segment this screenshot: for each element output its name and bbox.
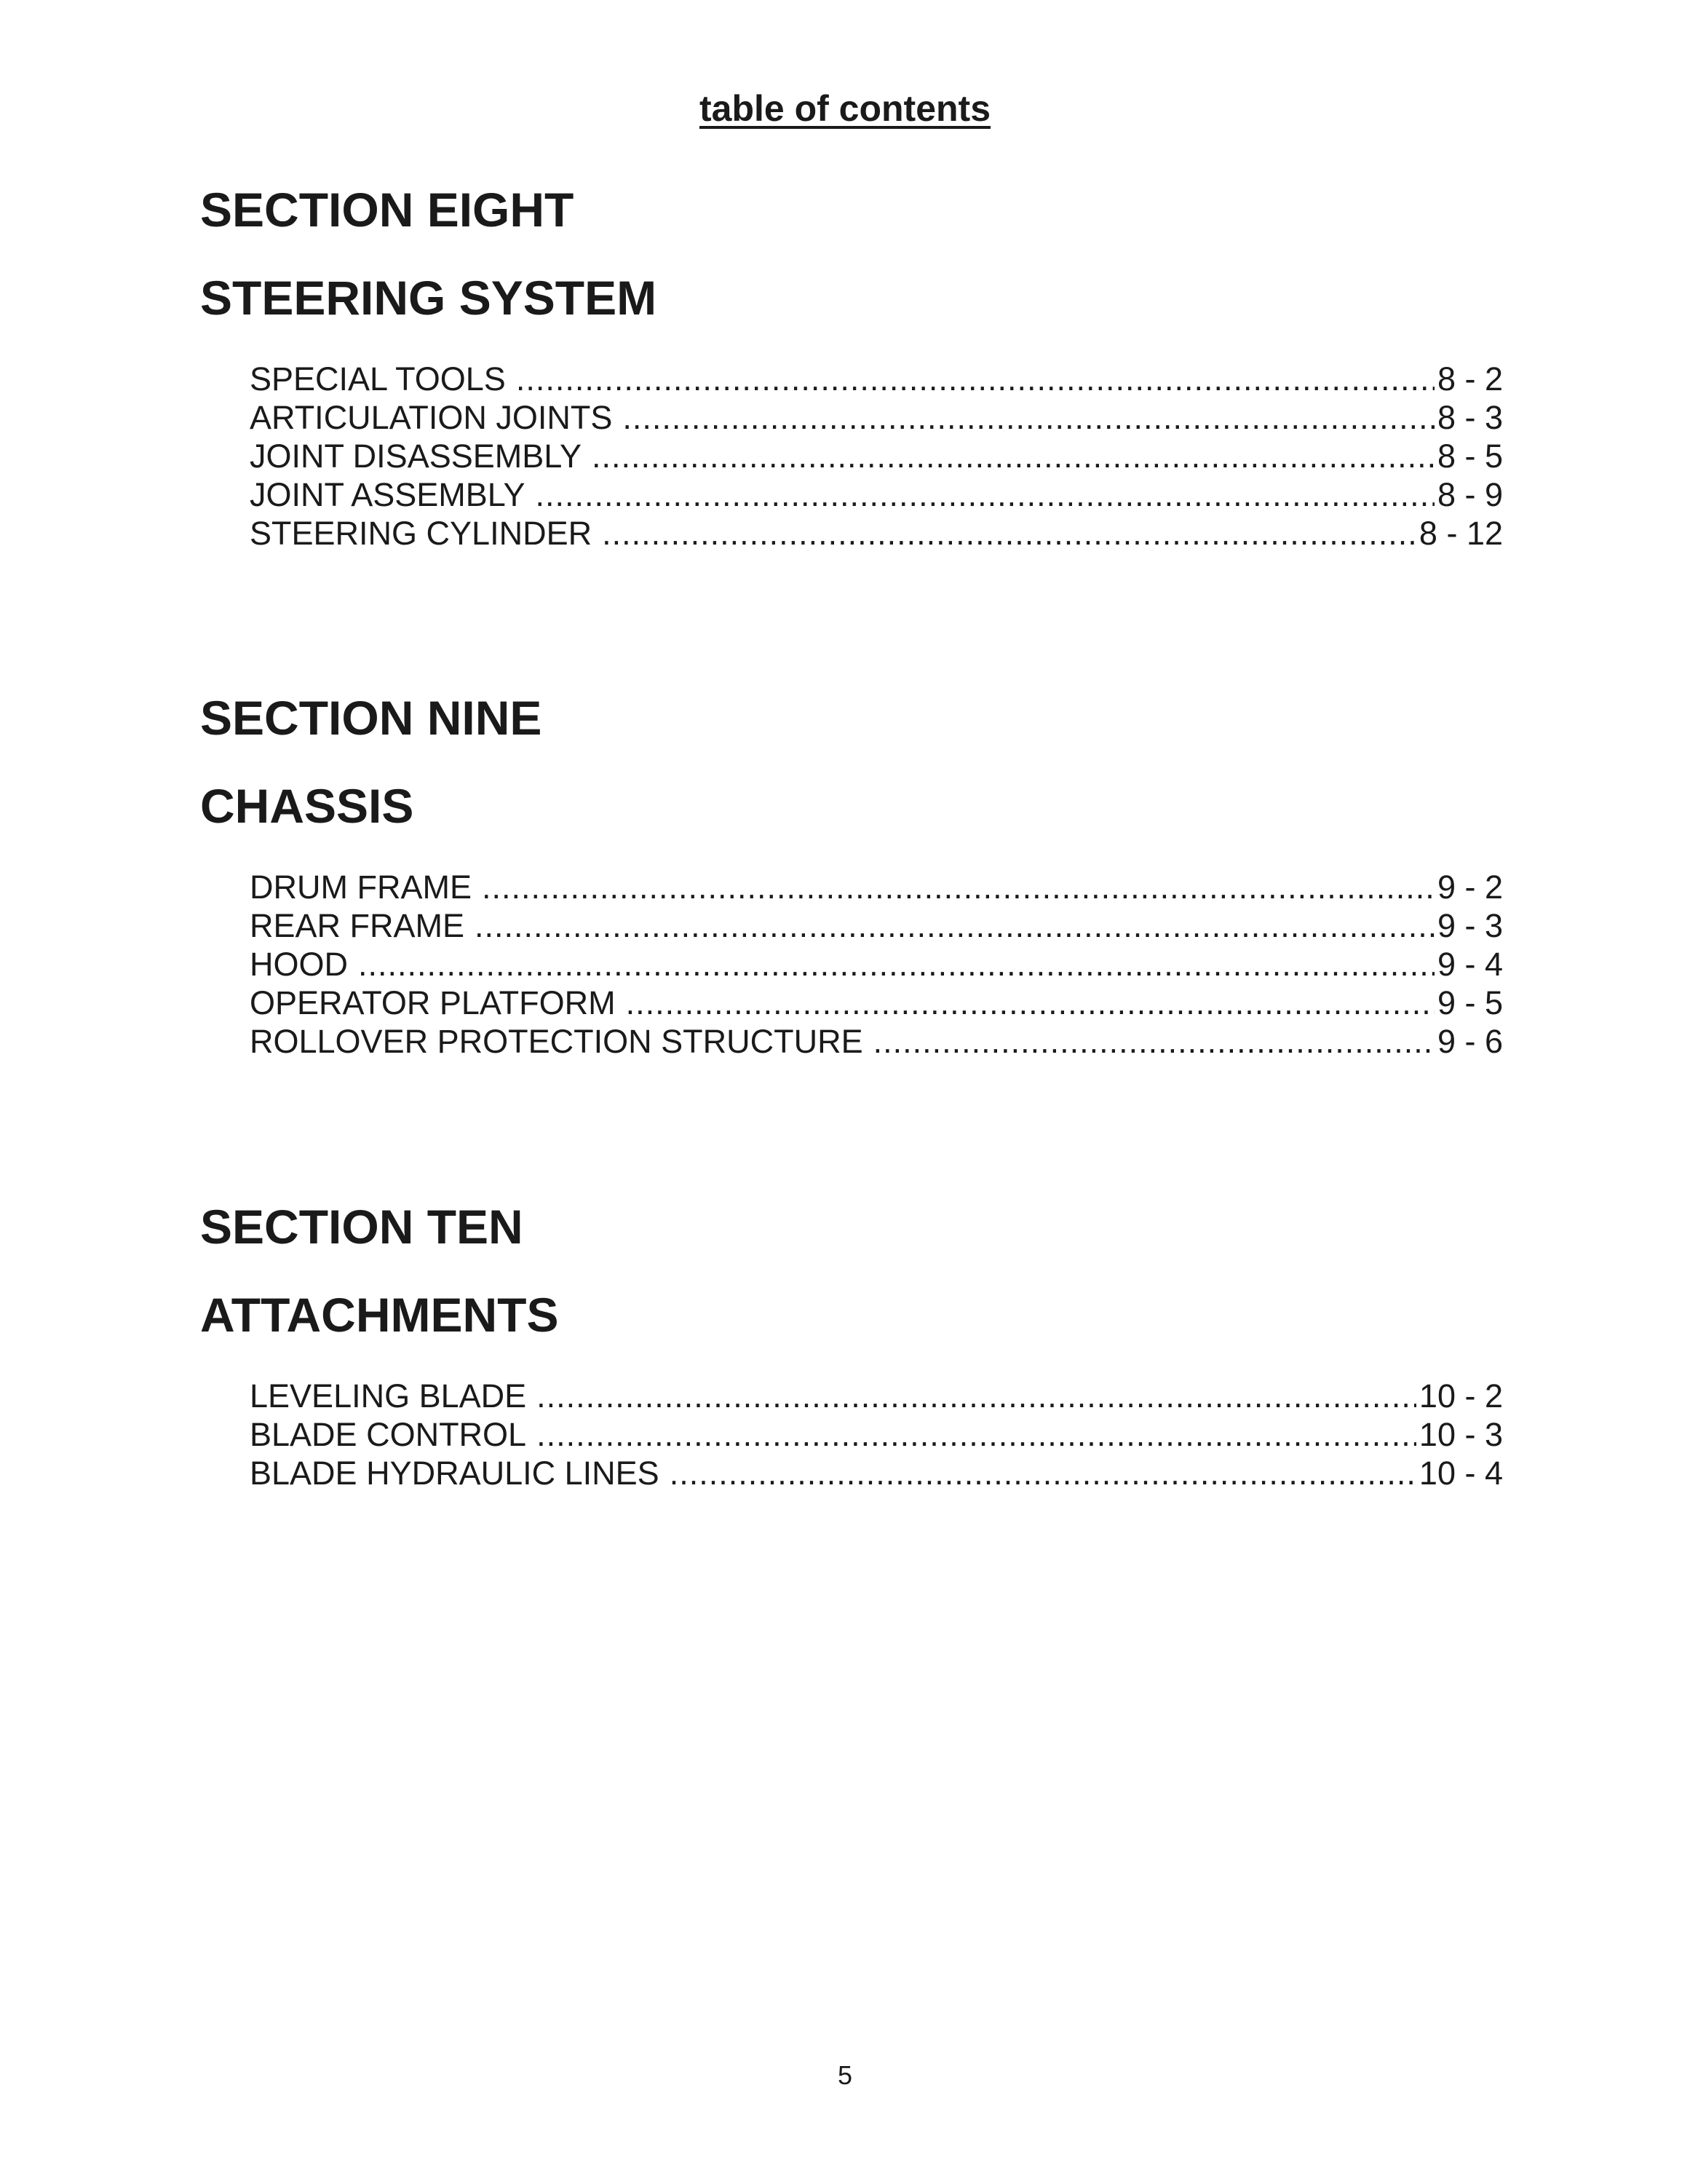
toc-entry-label: DRUM FRAME xyxy=(250,869,472,906)
toc-entry[interactable] xyxy=(250,437,1503,475)
page-number: 5 xyxy=(837,2060,853,2090)
dot-leader xyxy=(482,868,1435,906)
section-name: STEERING SYSTEM xyxy=(200,271,657,325)
toc-entry-label: JOINT ASSEMBLY xyxy=(250,476,525,513)
dot-leader xyxy=(536,1377,1416,1415)
toc-entry[interactable] xyxy=(250,1022,1503,1061)
toc-entry-label: OPERATOR PLATFORM xyxy=(250,984,616,1021)
toc-entry[interactable] xyxy=(250,398,1503,437)
toc-entry[interactable] xyxy=(250,1415,1503,1454)
toc-entry-page: 8 - 9 xyxy=(1437,476,1503,513)
toc-entry[interactable] xyxy=(250,360,1503,398)
toc-entry-label: BLADE CONTROL xyxy=(250,1416,527,1453)
toc-entry-label: REAR FRAME xyxy=(250,907,465,944)
toc-entry[interactable] xyxy=(250,1454,1503,1492)
toc-entry[interactable] xyxy=(250,945,1503,984)
toc-entry-page: 9 - 2 xyxy=(1437,869,1503,906)
toc-entry-label: STEERING CYLINDER xyxy=(250,515,592,552)
dot-leader xyxy=(592,437,1435,475)
dot-leader xyxy=(516,360,1435,398)
section-nine xyxy=(200,691,1503,1061)
section-ten xyxy=(200,1200,1503,1492)
toc-entry-label: SPECIAL TOOLS xyxy=(250,360,506,397)
section-eight xyxy=(200,183,1503,553)
dot-leader xyxy=(622,398,1435,437)
section-number: SECTION NINE xyxy=(200,691,542,745)
section-number: SECTION TEN xyxy=(200,1200,523,1254)
toc-entry-page: 8 - 5 xyxy=(1437,438,1503,475)
dot-leader xyxy=(358,945,1435,984)
toc-entry-page: 10 - 2 xyxy=(1419,1377,1503,1415)
section-number: SECTION EIGHT xyxy=(200,183,574,237)
dot-leader xyxy=(536,1415,1416,1454)
toc-entry[interactable] xyxy=(250,475,1503,514)
toc-entry-page: 9 - 6 xyxy=(1437,1023,1503,1060)
toc-entry[interactable] xyxy=(250,1377,1503,1415)
toc-entry-label: ARTICULATION JOINTS xyxy=(250,399,613,436)
toc-entry-page: 9 - 3 xyxy=(1437,907,1503,944)
toc-entry-page: 10 - 3 xyxy=(1419,1416,1503,1453)
dot-leader xyxy=(602,514,1416,553)
toc-entry-label: JOINT DISASSEMBLY xyxy=(250,438,582,475)
dot-leader xyxy=(873,1022,1435,1061)
toc-entry-label: BLADE HYDRAULIC LINES xyxy=(250,1455,659,1492)
toc-entry-page: 9 - 5 xyxy=(1437,984,1503,1021)
toc-entry-label: ROLLOVER PROTECTION STRUCTURE xyxy=(250,1023,863,1060)
section-name: CHASSIS xyxy=(200,779,414,833)
toc-entry[interactable] xyxy=(250,868,1503,906)
toc-entry-page: 8 - 12 xyxy=(1419,515,1503,552)
toc-list xyxy=(200,360,1503,553)
toc-entry-label: LEVELING BLADE xyxy=(250,1377,527,1415)
toc-entry-page: 8 - 3 xyxy=(1437,399,1503,436)
toc-entry-page: 9 - 4 xyxy=(1437,946,1503,983)
dot-leader xyxy=(535,475,1434,514)
toc-list xyxy=(200,1377,1503,1492)
toc-entry-page: 10 - 4 xyxy=(1419,1455,1503,1492)
dot-leader xyxy=(670,1454,1416,1492)
toc-entry[interactable] xyxy=(250,514,1503,553)
section-name: ATTACHMENTS xyxy=(200,1288,559,1342)
toc-entry[interactable] xyxy=(250,906,1503,945)
dot-leader xyxy=(626,984,1435,1022)
dot-leader xyxy=(475,906,1435,945)
toc-entry-page: 8 - 2 xyxy=(1437,360,1503,397)
toc-entry[interactable] xyxy=(250,984,1503,1022)
toc-entry-label: HOOD xyxy=(250,946,348,983)
toc-list xyxy=(200,868,1503,1061)
page-title: table of contents xyxy=(699,88,991,129)
